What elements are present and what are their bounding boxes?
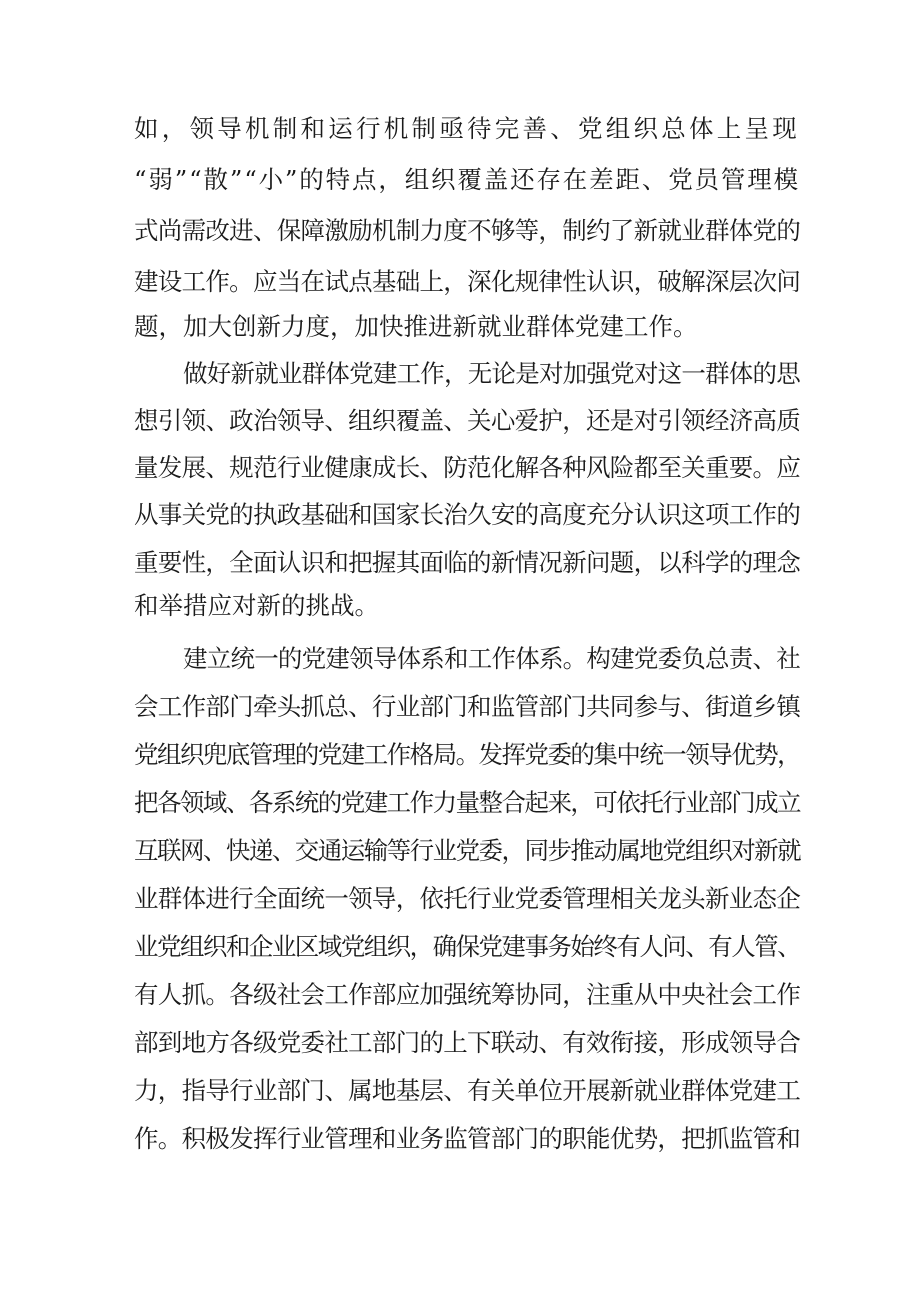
text-line: 会工作部门牵头抓总、行业部门和监管部门共同参与、街道乡镇 — [134, 692, 801, 721]
text-line: 党组织兜底管理的党建工作格局。发挥党委的集中统一领导优势， — [134, 740, 801, 769]
text-line: 量发展、规范行业健康成长、防范化解各种风险都至关重要。应 — [134, 453, 801, 482]
text-line: 把各领域、各系统的党建工作力量整合起来，可依托行业部门成立 — [134, 788, 801, 817]
text-line: 力，指导行业部门、属地基层、有关单位开展新就业群体党建工 — [134, 1076, 801, 1105]
text-line: 部到地方各级党委社工部门的上下联动、有效衔接，形成领导合 — [134, 1028, 801, 1057]
text-line: 业群体进行全面统一领导，依托行业党委管理相关龙头新业态企 — [134, 884, 801, 913]
text-line: 式尚需改进、保障激励机制力度不够等，制约了新就业群体党的 — [134, 216, 801, 245]
text-line: 做好新就业群体党建工作，无论是对加强党对这一群体的思 — [183, 359, 800, 388]
text-line: 从事关党的执政基础和国家长治久安的高度充分认识这项工作的 — [134, 500, 801, 529]
text-line: 建立统一的党建领导体系和工作体系。构建党委负总责、社 — [183, 644, 800, 673]
text-line: 想引领、政治领导、组织覆盖、关心爱护，还是对引领经济高质 — [134, 406, 801, 435]
text-line: 有人抓。各级社会工作部应加强统筹协同，注重从中央社会工作 — [134, 980, 801, 1009]
text-line: 业党组织和企业区域党组织，确保党建事务始终有人问、有人管、 — [134, 932, 801, 961]
text-line: 作。积极发挥行业管理和业务监管部门的职能优势，把抓监管和 — [134, 1124, 801, 1153]
text-line: 重要性，全面认识和把握其面临的新情况新问题，以科学的理念 — [134, 548, 801, 577]
text-line: 如，领导机制和运行机制亟待完善、党组织总体上呈现 — [134, 114, 800, 143]
text-line: 建设工作。应当在试点基础上，深化规律性认识，破解深层次问 — [134, 267, 801, 296]
text-line: 和举措应对新的挑战。 — [134, 591, 379, 620]
text-line: 互联网、快递、交通运输等行业党委，同步推动属地党组织对新就 — [134, 836, 801, 865]
text-line: “弱”“散”“小”的特点，组织覆盖还存在差距、党员管理模 — [134, 165, 800, 194]
text-line: 题，加大创新力度，加快推进新就业群体党建工作。 — [134, 312, 698, 341]
